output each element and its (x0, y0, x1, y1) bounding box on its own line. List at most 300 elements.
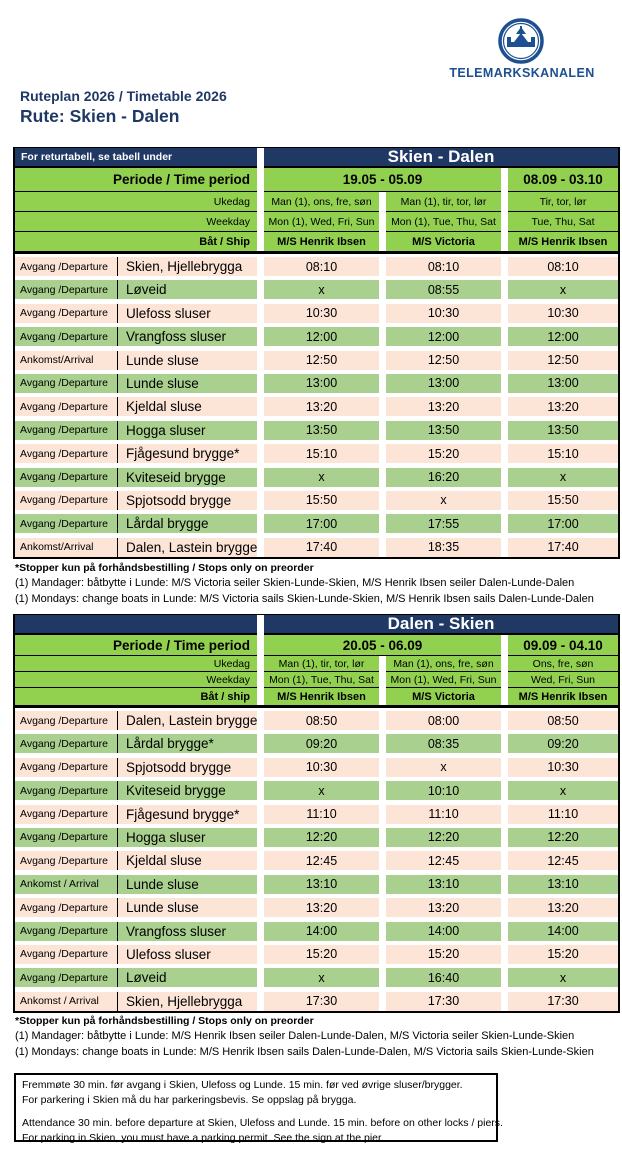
row-type-label: Avgang /Departure (15, 468, 118, 487)
table-title-band (15, 148, 618, 168)
row-place: Hogga sluser (118, 421, 257, 440)
table-row (15, 351, 618, 370)
column-gutter (501, 945, 508, 964)
route-header: Dalen - Skien (264, 615, 618, 635)
ukedag-col1: Man (1), ons, fre, søn (264, 192, 379, 212)
row-place: Skien, Hjellebrygga (118, 992, 257, 1011)
row-time-col3: 17:40 (508, 538, 618, 557)
period-main: 19.05 - 05.09 (264, 168, 501, 192)
row-time-col1: 14:00 (264, 922, 379, 941)
column-gutter (501, 758, 508, 777)
column-gutter (257, 734, 264, 753)
row-time-col1: 13:20 (264, 397, 379, 416)
column-gutter (379, 805, 386, 824)
footnote-preorder: *Stopper kun på forhåndsbestilling / Stops only on preorder (15, 562, 314, 574)
row-time-col1: x (264, 968, 379, 987)
column-gutter (501, 304, 508, 323)
row-time-col2: 12:50 (386, 351, 501, 370)
row-time-col2: 13:20 (386, 397, 501, 416)
column-gutter (257, 148, 264, 168)
weekday-col2: Mon (1), Tue, Thu, Sat (386, 212, 501, 232)
row-type-label: Avgang /Departure (15, 444, 118, 463)
row-time-col2: 15:20 (386, 945, 501, 964)
ship-col3: M/S Henrik Ibsen (508, 232, 618, 251)
column-gutter (501, 468, 508, 487)
row-place: Vrangfoss sluser (118, 922, 257, 941)
column-gutter (379, 351, 386, 370)
row-place: Lunde sluse (118, 374, 257, 393)
notice-line: Fremmøte 30 min. før avgang i Skien, Ulefoss og Lunde. 15 min. før ved øvrige sluser/brygger. (22, 1079, 463, 1091)
row-time-col3: 13:00 (508, 374, 618, 393)
column-gutter (257, 257, 264, 276)
row-time-col1: 12:20 (264, 828, 379, 847)
row-type-label: Ankomst/Arrival (15, 538, 118, 557)
column-gutter (501, 327, 508, 346)
timetable-body (15, 708, 618, 1011)
row-place: Ulefoss sluser (118, 304, 257, 323)
row-type-label: Avgang /Departure (15, 421, 118, 440)
table-row (15, 898, 618, 917)
row-place: Lunde sluse (118, 875, 257, 894)
period-label: Periode / Time period (15, 635, 257, 656)
column-gutter (501, 898, 508, 917)
row-time-col3: 10:30 (508, 758, 618, 777)
weekday-col2: Mon (1), Wed, Fri, Sun (386, 672, 501, 688)
row-type-label: Avgang /Departure (15, 945, 118, 964)
row-time-col2: 13:00 (386, 374, 501, 393)
column-gutter (257, 514, 264, 533)
column-gutter (501, 711, 508, 730)
column-gutter (379, 468, 386, 487)
notice-line: For parkering i Skien må du har parkeringsbevis. Se oppslag på brygga. (22, 1094, 357, 1106)
row-place: Kviteseid brygge (118, 468, 257, 487)
column-gutter (257, 468, 264, 487)
weekday-label: Weekday (15, 672, 257, 688)
row-time-col3: 15:50 (508, 491, 618, 510)
row-time-col2: 17:30 (386, 992, 501, 1011)
table-row (15, 968, 618, 987)
column-gutter (379, 374, 386, 393)
row-time-col2: 08:10 (386, 257, 501, 276)
ship-col2: M/S Victoria (386, 688, 501, 705)
table-row (15, 734, 618, 753)
row-type-label: Avgang /Departure (15, 851, 118, 870)
row-time-col3: 17:30 (508, 992, 618, 1011)
weekday-col3: Wed, Fri, Sun (508, 672, 618, 688)
row-time-col3: 13:50 (508, 421, 618, 440)
column-gutter (501, 805, 508, 824)
column-gutter (501, 397, 508, 416)
table-row (15, 257, 618, 276)
column-gutter (501, 491, 508, 510)
attendance-notice-box (14, 1073, 503, 1144)
row-time-col1: 13:10 (264, 875, 379, 894)
page-title: Ruteplan 2026 / Timetable 2026 (20, 88, 227, 104)
column-gutter (257, 711, 264, 730)
footnote-en: (1) Mondays: change boats in Lunde: M/S Henrik Ibsen sails Dalen-Lunde-Dalen, M/S Victoria sails Skien-Lunde-Skien (15, 1045, 594, 1058)
period-row (15, 635, 618, 656)
row-time-col3: 15:10 (508, 444, 618, 463)
table-row (15, 922, 618, 941)
column-gutter (501, 351, 508, 370)
row-type-label: Avgang /Departure (15, 304, 118, 323)
column-gutter (379, 875, 386, 894)
table-row (15, 468, 618, 487)
row-type-label: Avgang /Departure (15, 280, 118, 299)
column-gutter (257, 898, 264, 917)
row-time-col1: 15:20 (264, 945, 379, 964)
ukedag-row (15, 192, 618, 212)
footnote-no: (1) Mandager: båtbytte i Lunde: M/S Victoria seiler Skien-Lunde-Skien, M/S Henrik Ibsen seiler Dalen-Lunde-Dalen (15, 577, 575, 590)
weekday-row (15, 672, 618, 688)
row-time-col1: 11:10 (264, 805, 379, 824)
row-time-col1: 10:30 (264, 304, 379, 323)
row-type-label: Avgang /Departure (15, 374, 118, 393)
column-gutter (501, 922, 508, 941)
table-row (15, 992, 618, 1011)
ship-row (15, 232, 618, 251)
row-time-col2: 13:10 (386, 875, 501, 894)
ship-label: Båt / Ship (15, 232, 257, 251)
ukedag-col3: Ons, fre, søn (508, 656, 618, 672)
row-time-col2: x (386, 491, 501, 510)
row-type-label: Ankomst / Arrival (15, 875, 118, 894)
period-main: 20.05 - 06.09 (264, 635, 501, 656)
row-place: Spjotsodd brygge (118, 491, 257, 510)
row-place: Spjotsodd brygge (118, 758, 257, 777)
column-gutter (379, 538, 386, 557)
row-time-col3: x (508, 280, 618, 299)
row-time-col1: 10:30 (264, 758, 379, 777)
timetable-dalen-skien (13, 614, 620, 1013)
row-time-col1: x (264, 468, 379, 487)
table-title-band (15, 615, 618, 635)
column-gutter (501, 374, 508, 393)
row-place: Løveid (118, 968, 257, 987)
column-gutter (257, 444, 264, 463)
footnote-preorder: *Stopper kun på forhåndsbestilling / Stops only on preorder (15, 1015, 314, 1027)
notice-line: For parking in Skien, you must have a parking permit. See the sign at the pier. (22, 1132, 384, 1144)
column-gutter (379, 444, 386, 463)
column-gutter (379, 945, 386, 964)
row-time-col2: 10:10 (386, 781, 501, 800)
row-time-col2: 13:50 (386, 421, 501, 440)
column-gutter (257, 280, 264, 299)
column-gutter (379, 781, 386, 800)
row-time-col2: 17:55 (386, 514, 501, 533)
column-gutter (257, 945, 264, 964)
column-gutter (257, 992, 264, 1011)
corner-note: For returtabell, se tabell under (15, 148, 257, 168)
row-type-label: Avgang /Departure (15, 898, 118, 917)
row-time-col2: 08:00 (386, 711, 501, 730)
row-type-label: Avgang /Departure (15, 711, 118, 730)
row-time-col1: 13:20 (264, 898, 379, 917)
ship-col3: M/S Henrik Ibsen (508, 688, 618, 705)
row-type-label: Avgang /Departure (15, 922, 118, 941)
route-header: Skien - Dalen (264, 148, 618, 168)
footnotes-dalen-skien (15, 1014, 621, 1060)
table-row (15, 491, 618, 510)
column-gutter (257, 758, 264, 777)
row-type-label: Avgang /Departure (15, 968, 118, 987)
weekday-label: Weekday (15, 212, 257, 232)
row-place: Lunde sluse (118, 351, 257, 370)
ship-col2: M/S Victoria (386, 232, 501, 251)
table-row (15, 828, 618, 847)
column-gutter (257, 851, 264, 870)
period-label: Periode / Time period (15, 168, 257, 192)
table-row (15, 304, 618, 323)
row-time-col2: 08:55 (386, 280, 501, 299)
table-row (15, 444, 618, 463)
column-gutter (379, 280, 386, 299)
row-type-label: Avgang /Departure (15, 805, 118, 824)
row-place: Lårdal brygge (118, 514, 257, 533)
row-time-col2: 10:30 (386, 304, 501, 323)
footnotes-skien-dalen (15, 561, 621, 607)
row-time-col3: 17:00 (508, 514, 618, 533)
row-place: Dalen, Lastein brygge (118, 711, 257, 730)
column-gutter (379, 421, 386, 440)
row-place: Lårdal brygge* (118, 734, 257, 753)
table-row (15, 280, 618, 299)
row-type-label: Avgang /Departure (15, 514, 118, 533)
row-place: Kjeldal sluse (118, 851, 257, 870)
row-type-label: Ankomst / Arrival (15, 992, 118, 1011)
weekday-col3: Tue, Thu, Sat (508, 212, 618, 232)
canal-logo-icon (497, 17, 545, 65)
row-place: Fjågesund brygge* (118, 444, 257, 463)
column-gutter (257, 968, 264, 987)
column-gutter (501, 257, 508, 276)
column-gutter (501, 280, 508, 299)
row-type-label: Avgang /Departure (15, 781, 118, 800)
column-gutter (257, 327, 264, 346)
table-row (15, 758, 618, 777)
table-row (15, 374, 618, 393)
row-time-col2: 11:10 (386, 805, 501, 824)
row-time-col3: 13:10 (508, 875, 618, 894)
column-gutter (257, 805, 264, 824)
row-place: Vrangfoss sluser (118, 327, 257, 346)
column-gutter (257, 304, 264, 323)
column-gutter (257, 374, 264, 393)
ukedag-col1: Man (1), tir, tor, lør (264, 656, 379, 672)
column-gutter (501, 781, 508, 800)
column-gutter (257, 491, 264, 510)
row-time-col1: 12:45 (264, 851, 379, 870)
row-time-col2: 15:20 (386, 444, 501, 463)
row-type-label: Avgang /Departure (15, 734, 118, 753)
row-time-col1: 17:30 (264, 992, 379, 1011)
table-row (15, 875, 618, 894)
ship-label: Båt / ship (15, 688, 257, 705)
row-time-col1: 12:00 (264, 327, 379, 346)
ship-col1: M/S Henrik Ibsen (264, 232, 379, 251)
row-time-col1: 08:10 (264, 257, 379, 276)
row-time-col2: 16:20 (386, 468, 501, 487)
column-gutter (379, 397, 386, 416)
row-time-col1: 17:40 (264, 538, 379, 557)
row-time-col3: 14:00 (508, 922, 618, 941)
column-gutter (379, 851, 386, 870)
column-gutter (257, 922, 264, 941)
row-time-col3: 10:30 (508, 304, 618, 323)
row-type-label: Avgang /Departure (15, 828, 118, 847)
row-place: Kviteseid brygge (118, 781, 257, 800)
row-type-label: Avgang /Departure (15, 491, 118, 510)
column-gutter (257, 828, 264, 847)
table-row (15, 851, 618, 870)
column-gutter (379, 711, 386, 730)
ukedag-row (15, 656, 618, 672)
row-time-col1: 13:50 (264, 421, 379, 440)
weekday-col1: Mon (1), Tue, Thu, Sat (264, 672, 379, 688)
row-time-col1: 17:00 (264, 514, 379, 533)
ukedag-col3: Tir, tor, lør (508, 192, 618, 212)
row-time-col1: x (264, 280, 379, 299)
row-time-col3: 08:10 (508, 257, 618, 276)
column-gutter (379, 514, 386, 533)
table-row (15, 781, 618, 800)
row-type-label: Avgang /Departure (15, 397, 118, 416)
row-time-col2: 16:40 (386, 968, 501, 987)
column-gutter (501, 875, 508, 894)
row-time-col1: 08:50 (264, 711, 379, 730)
column-gutter (501, 828, 508, 847)
row-time-col1: 09:20 (264, 734, 379, 753)
row-place: Skien, Hjellebrygga (118, 257, 257, 276)
row-time-col2: 18:35 (386, 538, 501, 557)
ship-col1: M/S Henrik Ibsen (264, 688, 379, 705)
footnote-en: (1) Mondays: change boats in Lunde: M/S Victoria sails Skien-Lunde-Skien, M/S Henrik Ibsen sails Dalen-Lunde-Dalen (15, 592, 594, 605)
column-gutter (379, 828, 386, 847)
timetable-body (15, 254, 618, 557)
period-late: 09.09 - 04.10 (508, 635, 618, 656)
brand-name: TELEMARKSKANALEN (449, 66, 595, 80)
row-time-col3: 09:20 (508, 734, 618, 753)
row-type-label: Avgang /Departure (15, 327, 118, 346)
ukedag-col2: Man (1), tir, tor, lør (386, 192, 501, 212)
column-gutter (501, 538, 508, 557)
row-time-col3: 11:10 (508, 805, 618, 824)
row-type-label: Ankomst/Arrival (15, 351, 118, 370)
row-time-col3: x (508, 781, 618, 800)
column-gutter (379, 898, 386, 917)
column-gutter (379, 327, 386, 346)
row-place: Ulefoss sluser (118, 945, 257, 964)
table-row (15, 421, 618, 440)
row-time-col1: 15:50 (264, 491, 379, 510)
table-row (15, 711, 618, 730)
row-time-col3: x (508, 468, 618, 487)
row-time-col3: 12:50 (508, 351, 618, 370)
row-time-col3: 13:20 (508, 898, 618, 917)
notice-line: Attendance 30 min. before departure at Skien, Ulefoss and Lunde. 15 min. before on other locks / piers. (22, 1117, 503, 1129)
column-gutter (501, 851, 508, 870)
row-time-col2: 13:20 (386, 898, 501, 917)
weekday-col1: Mon (1), Wed, Fri, Sun (264, 212, 379, 232)
ukedag-label: Ukedag (15, 192, 257, 212)
row-time-col1: 13:00 (264, 374, 379, 393)
column-gutter (257, 421, 264, 440)
column-gutter (501, 734, 508, 753)
column-gutter (257, 351, 264, 370)
column-gutter (257, 875, 264, 894)
column-gutter (379, 922, 386, 941)
row-time-col3: 12:45 (508, 851, 618, 870)
row-place: Løveid (118, 280, 257, 299)
ukedag-col2: Man (1), ons, fre, søn (386, 656, 501, 672)
column-gutter (379, 992, 386, 1011)
period-row (15, 168, 618, 192)
row-time-col3: 13:20 (508, 397, 618, 416)
row-place: Dalen, Lastein brygge (118, 538, 257, 557)
row-time-col3: x (508, 968, 618, 987)
corner-note (15, 615, 257, 635)
timetable-skien-dalen (13, 147, 620, 559)
column-gutter (501, 514, 508, 533)
column-gutter (501, 444, 508, 463)
column-gutter (379, 734, 386, 753)
row-place: Hogga sluser (118, 828, 257, 847)
table-row (15, 538, 618, 557)
table-row (15, 514, 618, 533)
row-type-label: Avgang /Departure (15, 758, 118, 777)
row-time-col2: 08:35 (386, 734, 501, 753)
column-gutter (379, 304, 386, 323)
row-time-col3: 12:20 (508, 828, 618, 847)
row-time-col3: 12:00 (508, 327, 618, 346)
row-time-col2: 14:00 (386, 922, 501, 941)
column-gutter (257, 538, 264, 557)
row-place: Kjeldal sluse (118, 397, 257, 416)
column-gutter (501, 968, 508, 987)
row-time-col3: 08:50 (508, 711, 618, 730)
column-gutter (257, 397, 264, 416)
row-type-label: Avgang /Departure (15, 257, 118, 276)
column-gutter (501, 992, 508, 1011)
row-time-col1: 12:50 (264, 351, 379, 370)
period-late: 08.09 - 03.10 (508, 168, 618, 192)
ship-row (15, 688, 618, 705)
table-row (15, 805, 618, 824)
row-time-col2: x (386, 758, 501, 777)
row-place: Lunde sluse (118, 898, 257, 917)
table-row (15, 397, 618, 416)
weekday-row (15, 212, 618, 232)
column-gutter (379, 491, 386, 510)
row-time-col2: 12:20 (386, 828, 501, 847)
row-time-col2: 12:00 (386, 327, 501, 346)
column-gutter (379, 257, 386, 276)
column-gutter (501, 421, 508, 440)
row-time-col3: 15:20 (508, 945, 618, 964)
notice-line-blank (22, 1108, 490, 1116)
footnote-no: (1) Mandager: båtbytte i Lunde: M/S Henrik Ibsen seiler Dalen-Lunde-Dalen, M/S Victoria seiler Skien-Lunde-Skien (15, 1030, 575, 1043)
column-gutter (257, 781, 264, 800)
table-row (15, 945, 618, 964)
column-gutter (379, 968, 386, 987)
row-place: Fjågesund brygge* (118, 805, 257, 824)
route-title: Rute: Skien - Dalen (20, 106, 180, 126)
column-gutter (379, 758, 386, 777)
row-time-col2: 12:45 (386, 851, 501, 870)
ukedag-label: Ukedag (15, 656, 257, 672)
row-time-col1: x (264, 781, 379, 800)
table-row (15, 327, 618, 346)
